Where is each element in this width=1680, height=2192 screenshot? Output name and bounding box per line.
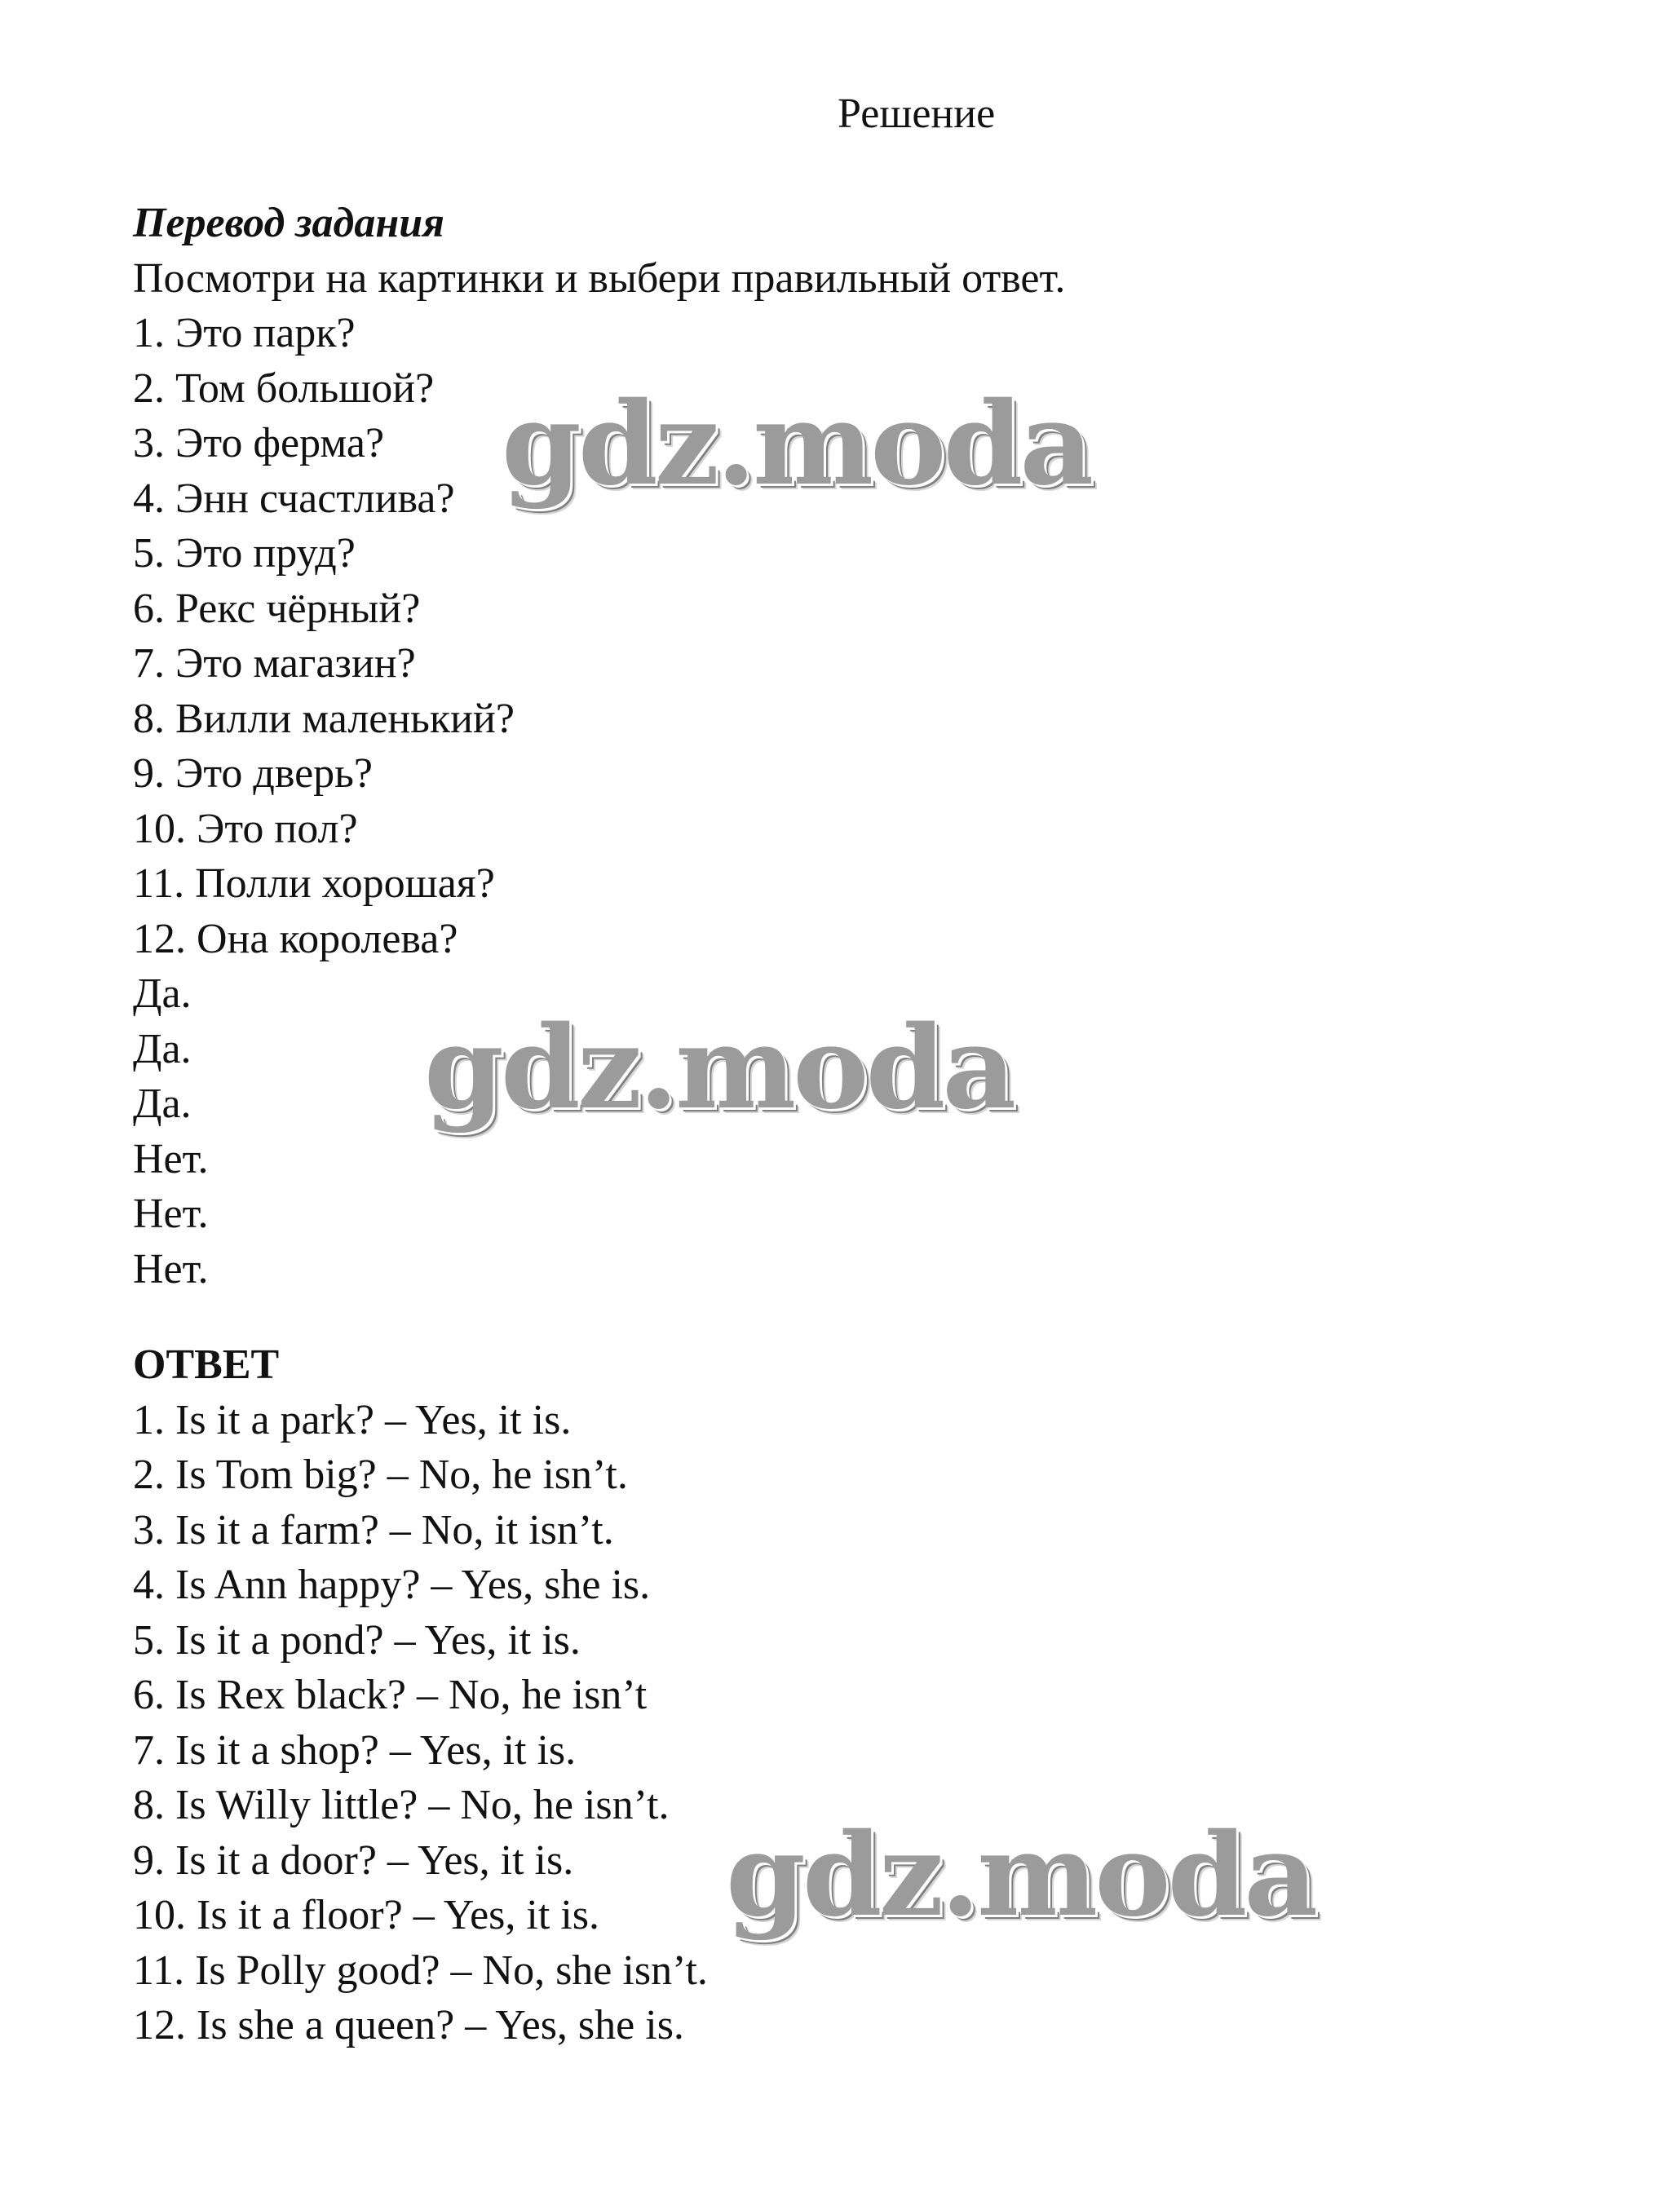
page-title: Решение: [838, 91, 996, 137]
watermark-logo: gdz.moda: [424, 1001, 1014, 1135]
option-item: Да.: [133, 1025, 192, 1072]
question-item: 10. Это пол?: [133, 805, 358, 852]
question-item: 8. Вилли маленький?: [133, 695, 515, 742]
option-item: Нет.: [133, 1245, 209, 1293]
question-item: 3. Это ферма?: [133, 420, 385, 466]
translation-heading: Перевод задания: [133, 200, 444, 246]
question-item: 12. Она королева?: [133, 915, 458, 962]
answer-item: 11. Is Polly good? – No, she isn’t.: [133, 1947, 708, 1994]
question-item: 9. Это дверь?: [133, 750, 373, 797]
option-item: Нет.: [133, 1135, 209, 1182]
question-item: 7. Это магазин?: [133, 640, 416, 687]
answer-list: [133, 1393, 1601, 2053]
answer-item: 7. Is it a shop? – Yes, it is.: [133, 1726, 577, 1774]
option-item: Нет.: [133, 1191, 209, 1237]
question-item: 4. Энн счастлива?: [133, 475, 455, 522]
answer-item: 5. Is it a pond? – Yes, it is.: [133, 1616, 581, 1664]
answer-section: [133, 1337, 1601, 2053]
translation-instruction: Посмотри на картинки и выбери правильный ответ.: [133, 254, 1066, 302]
option-item: Да.: [133, 970, 192, 1017]
question-item: 2. Том большой?: [133, 365, 435, 412]
watermark-logo: gdz.moda: [726, 1809, 1315, 1942]
option-item: Да.: [133, 1081, 192, 1127]
answer-item: 2. Is Tom big? – No, he isn’t.: [133, 1452, 628, 1498]
question-item: 6. Рекс чёрный?: [133, 585, 421, 632]
answer-item: 12. Is she a queen? – Yes, she is.: [133, 2002, 684, 2048]
answer-item: 4. Is Ann happy? – Yes, she is.: [133, 1562, 651, 1608]
answer-item: 9. Is it a door? – Yes, it is.: [133, 1836, 574, 1884]
question-item: 11. Полли хорошая?: [133, 860, 495, 907]
answer-item: 6. Is Rex black? – No, he isn’t: [133, 1672, 648, 1718]
answer-item: 8. Is Willy little? – No, he isn’t.: [133, 1782, 670, 1828]
question-item: 1. Это парк?: [133, 310, 356, 356]
answer-heading: ОТВЕТ: [133, 1341, 280, 1388]
answer-item: 1. Is it a park? – Yes, it is.: [133, 1396, 572, 1443]
watermark-logo: gdz.moda: [502, 378, 1091, 511]
question-item: 5. Это пруд?: [133, 530, 356, 577]
answer-item: 3. Is it a farm? – No, it isn’t.: [133, 1506, 614, 1553]
answer-item: 10. Is it a floor? – Yes, it is.: [133, 1892, 599, 1938]
